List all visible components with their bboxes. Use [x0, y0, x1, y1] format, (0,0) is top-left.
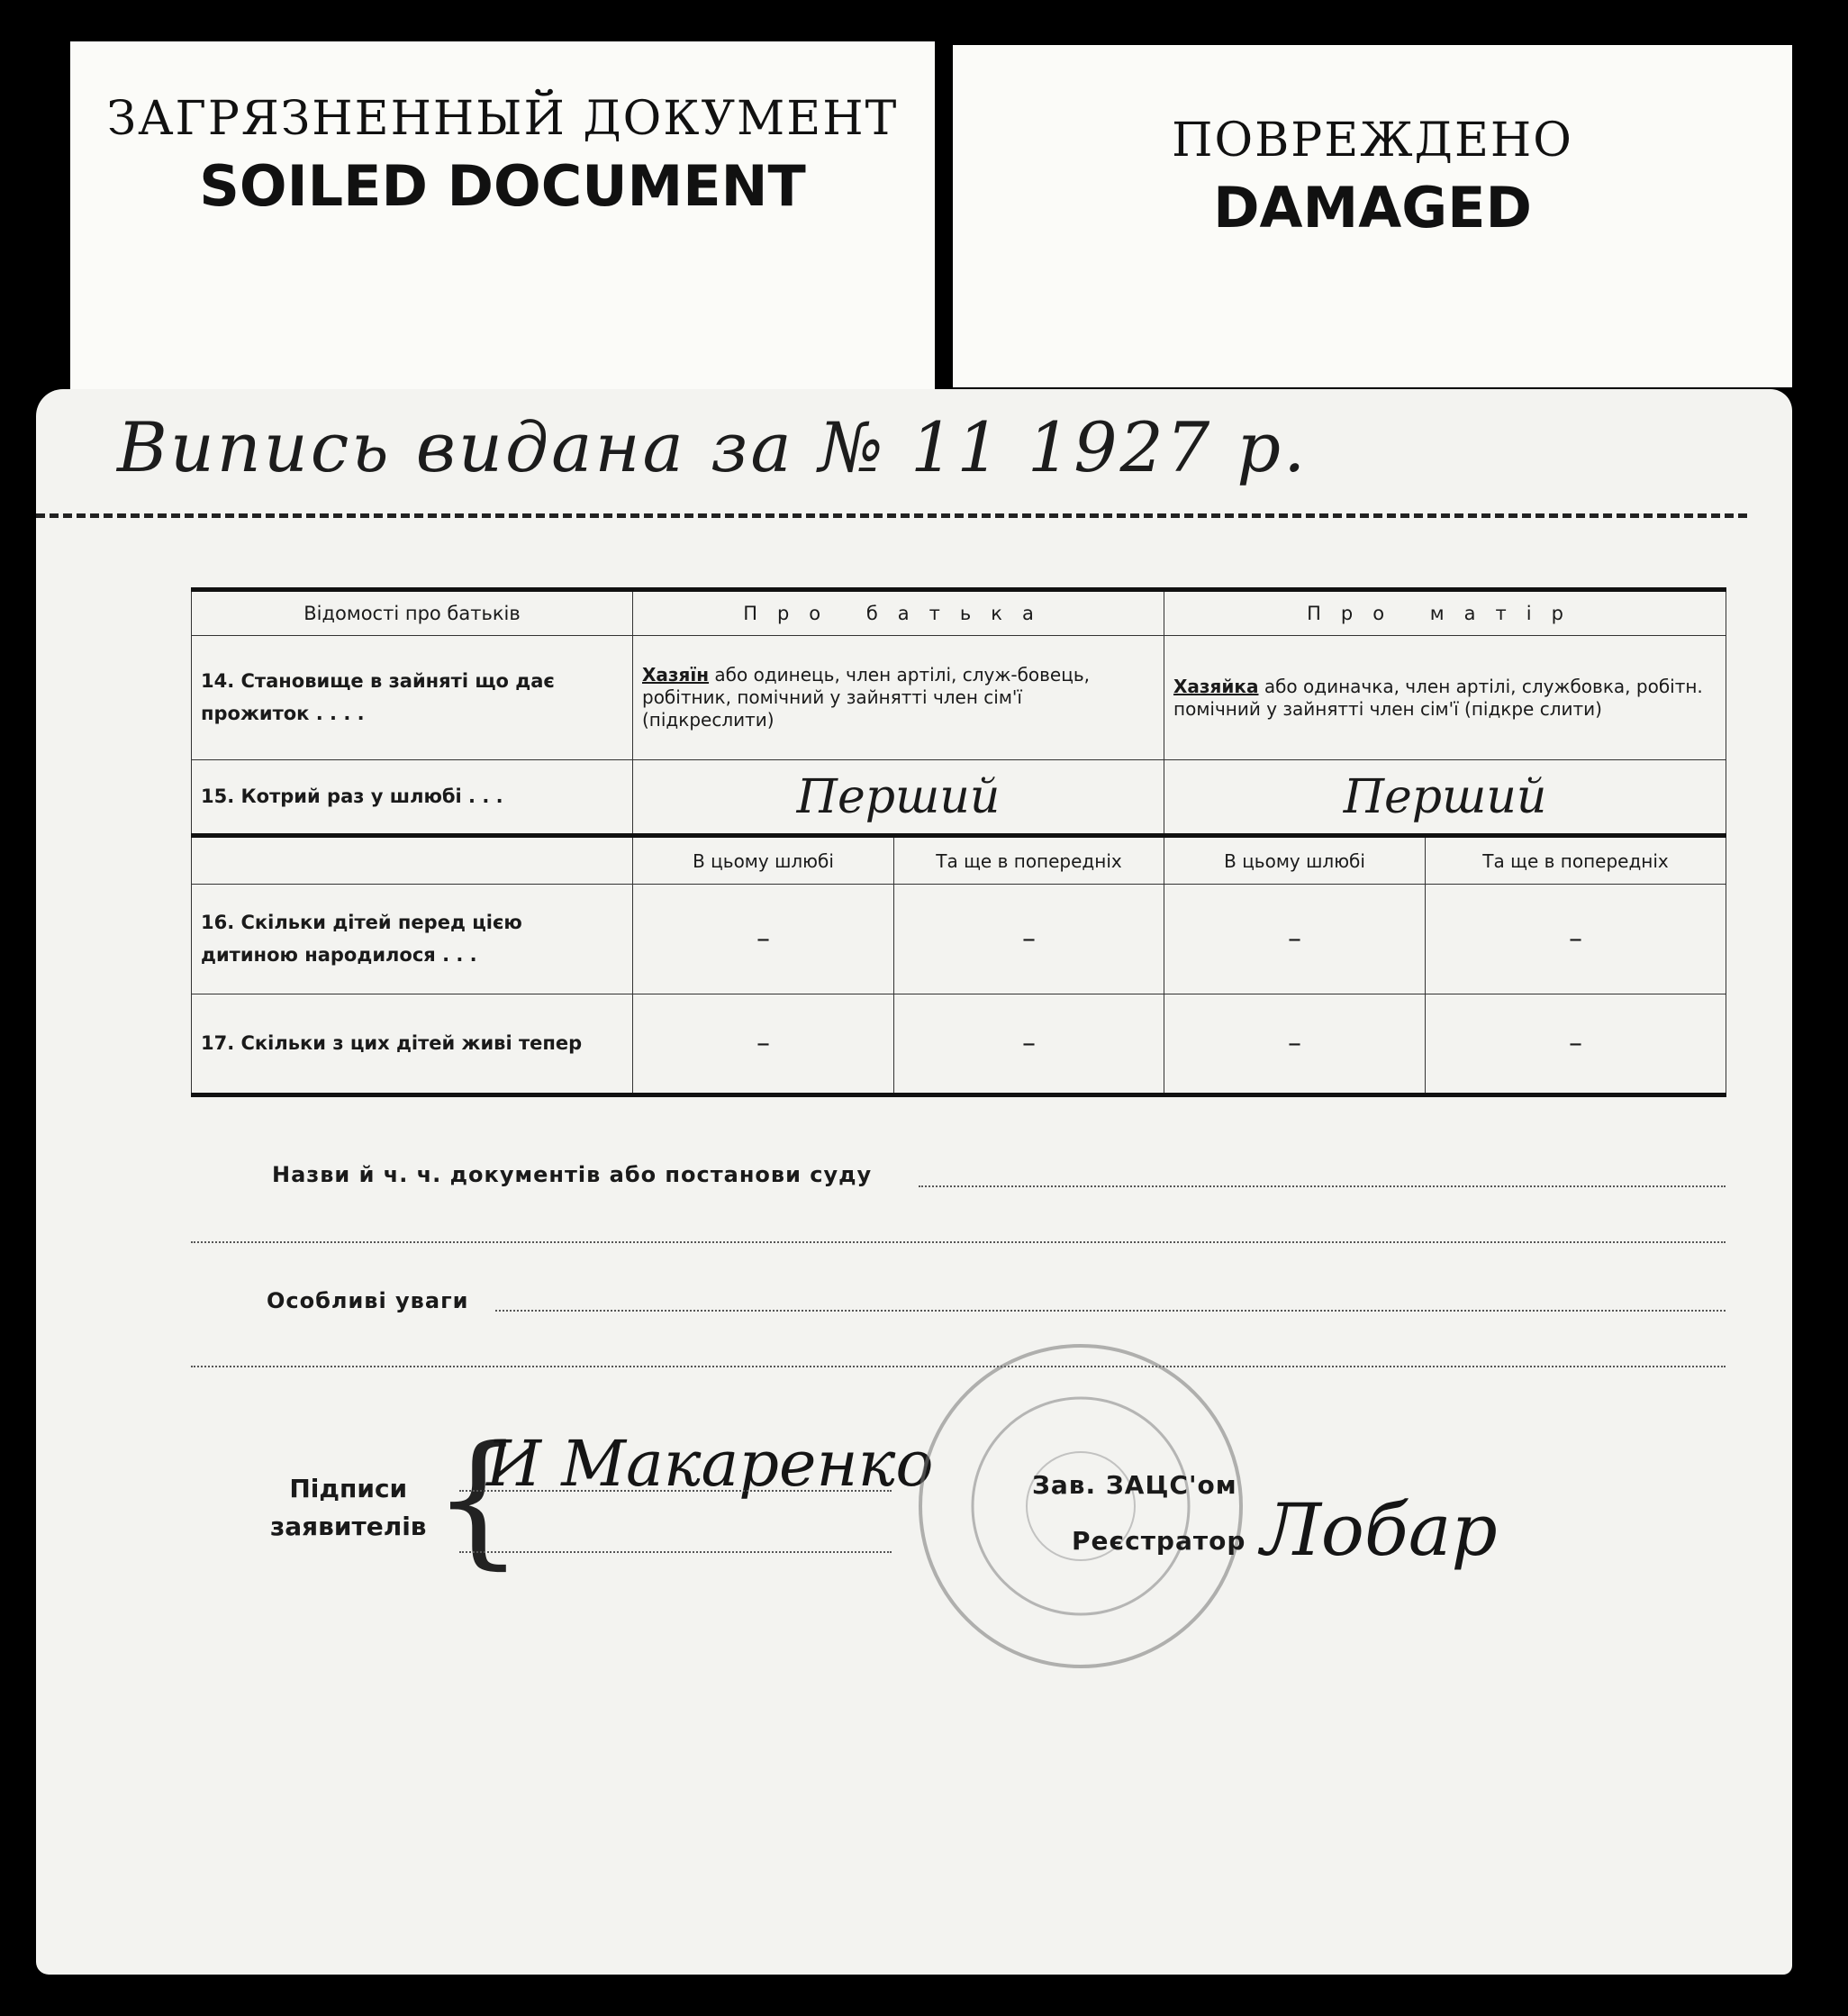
remarks-field-label: Особливі уваги	[267, 1288, 469, 1313]
father-selected-option: Хазяїн	[642, 664, 710, 686]
notice-ru-text: ЗАГРЯЗНЕННЫЙ ДОКУМЕНТ	[106, 92, 899, 146]
documents-field-line	[919, 1185, 1726, 1187]
documents-field-label: Назви й ч. ч. документів або постанови суду	[272, 1162, 873, 1187]
row-17-value: –	[633, 994, 894, 1095]
notice-en-text: SOILED DOCUMENT	[199, 153, 806, 219]
row-15-father-value: Перший	[633, 760, 1164, 836]
row-14-mother-options	[1164, 636, 1726, 760]
soiled-document-notice	[70, 41, 935, 402]
notice-en-text: DAMAGED	[1213, 175, 1532, 241]
registry-seal-stamp	[910, 1335, 1252, 1677]
row-14-father-options	[633, 636, 1164, 760]
row-15-mother-value: Перший	[1164, 760, 1726, 836]
applicant-signature-line	[459, 1490, 892, 1492]
row-16-value: –	[633, 885, 894, 994]
row-17-value: –	[1426, 994, 1726, 1095]
perforation-line	[36, 513, 1747, 518]
official-signature: Лобар	[1261, 1488, 1498, 1572]
mother-previous-header: Та ще в попередніх	[1426, 836, 1726, 885]
row-17-value: –	[1164, 994, 1426, 1095]
applicant-signature-line-2	[459, 1551, 892, 1553]
row-17-value: –	[894, 994, 1164, 1095]
signature-brace: {	[432, 1414, 524, 1583]
father-this-marriage-header: В цьому шлюбі	[633, 836, 894, 885]
applicants-label-line-1: Підписи	[289, 1474, 408, 1503]
parents-info-table	[191, 587, 1726, 1097]
zags-head-label: Зав. ЗАЦС'ом	[1032, 1470, 1237, 1500]
record-sheet	[36, 389, 1792, 1975]
handwritten-header: Вuпuсь видана за № 11 1927 р.	[117, 407, 1309, 487]
applicants-label	[270, 1470, 427, 1546]
applicant-signature: И Макаренко	[486, 1427, 934, 1501]
mother-this-marriage-header: В цьому шлюбі	[1164, 836, 1426, 885]
row-16-value: –	[894, 885, 1164, 994]
applicants-label-line-2: заявителів	[270, 1512, 427, 1541]
header-father: Про батька	[633, 590, 1164, 636]
row-16-value: –	[1164, 885, 1426, 994]
row-sub-spacer	[192, 836, 633, 885]
row-16-label: 16. Скільки дітей перед цією дитиною народилося . . .	[192, 885, 633, 994]
registrar-label: Реєстратор	[1072, 1526, 1246, 1556]
row-16-value: –	[1426, 885, 1726, 994]
documents-field-line-2	[191, 1241, 1726, 1243]
header-mother: Про матір	[1164, 590, 1726, 636]
father-previous-header: Та ще в попередніх	[894, 836, 1164, 885]
father-options-text: або одинець, член артілі, служ-бовець, робітник, помічний у зайнятті член сім'ї (підкреслити)	[642, 664, 1090, 731]
mother-options-text: або одиначка, член артілі, службовка, робітн. помічний у зайнятті член сім'ї (підкре слити)	[1173, 675, 1703, 720]
header-parents-info: Відомості про батьків	[192, 590, 633, 636]
notice-ru-text: ПОВРЕЖДЕНО	[1172, 114, 1573, 168]
damaged-notice	[953, 45, 1792, 387]
row-14-label: 14. Становище в зайняті що дає прожиток . . . .	[192, 636, 633, 760]
remarks-field-line	[495, 1310, 1726, 1312]
row-15-label: 15. Котрий раз у шлюбі . . .	[192, 760, 633, 836]
mother-selected-option: Хазяйка	[1173, 675, 1259, 697]
row-17-label: 17. Скільки з цих дітей живі тепер	[192, 994, 633, 1095]
